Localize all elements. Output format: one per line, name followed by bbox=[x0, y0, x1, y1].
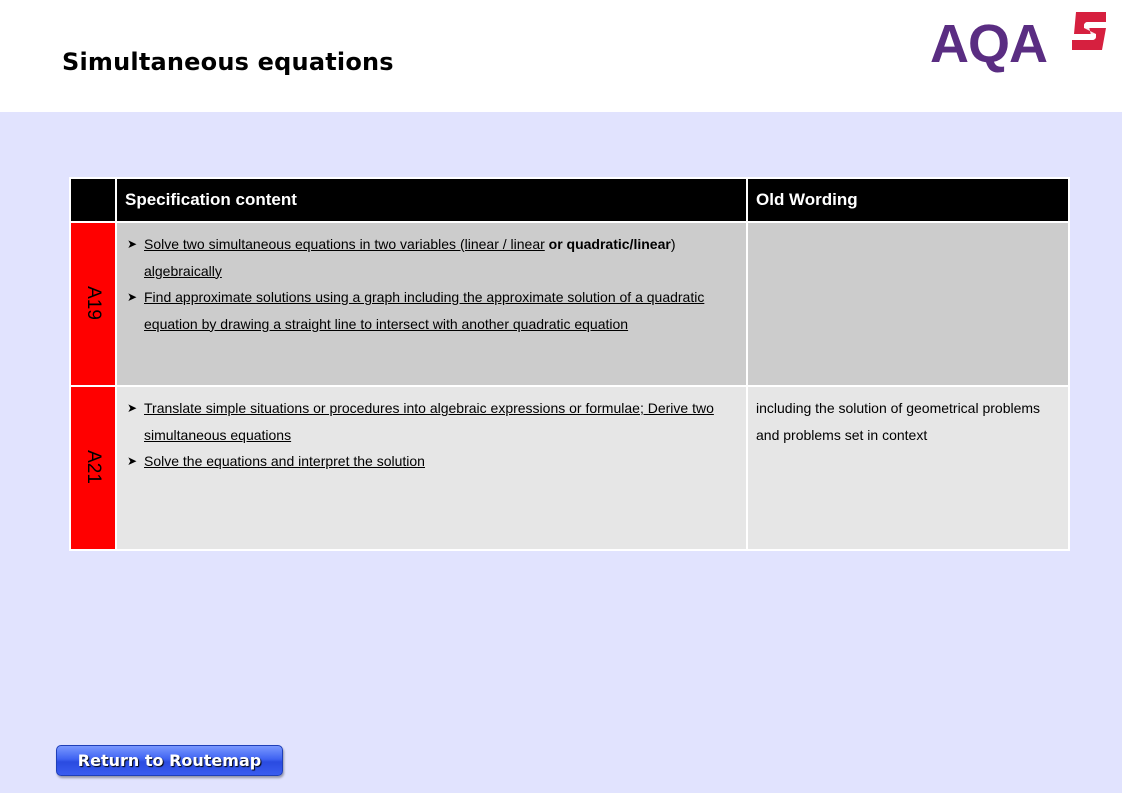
return-to-routemap-button[interactable]: Return to Routemap bbox=[56, 745, 283, 776]
aqa-logo-text: AQA bbox=[930, 14, 1047, 74]
specification-table bbox=[69, 177, 1070, 551]
table-header-row bbox=[70, 178, 1069, 222]
header-code bbox=[70, 178, 116, 222]
code-cell bbox=[70, 386, 116, 550]
list-item bbox=[127, 284, 736, 337]
spec-content-cell bbox=[116, 222, 747, 386]
code-cell bbox=[70, 222, 116, 386]
code-label: A19 bbox=[83, 286, 104, 320]
arrow-bullet-icon: ➤ bbox=[127, 401, 138, 415]
list-item bbox=[127, 395, 736, 448]
code-label: A21 bbox=[83, 450, 104, 484]
header-old-wording: Old Wording bbox=[747, 178, 1069, 222]
spec-text-bold: or quadratic/linear bbox=[544, 236, 671, 252]
spec-text: Solve the equations and interpret the solution bbox=[144, 453, 425, 469]
spec-content-cell bbox=[116, 386, 747, 550]
list-item bbox=[127, 448, 736, 475]
list-item bbox=[127, 231, 736, 284]
spec-text-plain: ) bbox=[670, 236, 676, 252]
spec-text: algebraically bbox=[144, 262, 222, 279]
spec-bullet-list bbox=[117, 387, 746, 475]
old-wording-cell bbox=[747, 386, 1069, 550]
spec-bullet-list bbox=[117, 223, 746, 337]
old-wording-text bbox=[748, 223, 1068, 231]
old-wording-text: including the solution of geometrical problems and problems set in context bbox=[756, 400, 1041, 443]
spec-text: Solve two simultaneous equations in two variables (linear / linear bbox=[144, 236, 545, 252]
old-wording-cell bbox=[747, 222, 1069, 386]
table-row bbox=[70, 222, 1069, 386]
spec-text: Translate simple situations or procedures into algebraic expressions or formulae; Derive two simultaneous equations bbox=[144, 400, 714, 443]
page-title: Simultaneous equations bbox=[62, 48, 394, 76]
aqa-logo-mark-icon bbox=[1070, 10, 1108, 52]
arrow-bullet-icon: ➤ bbox=[127, 237, 138, 251]
spec-text: Find approximate solutions using a graph including the approximate solution of a quadratic equation by drawing a straight line to intersect with another quadratic equation bbox=[144, 289, 705, 332]
header-bar bbox=[0, 0, 1122, 112]
arrow-bullet-icon: ➤ bbox=[127, 454, 138, 468]
table-row bbox=[70, 386, 1069, 550]
header-specification-content: Specification content bbox=[116, 178, 747, 222]
arrow-bullet-icon: ➤ bbox=[127, 290, 138, 304]
aqa-logo bbox=[930, 8, 1110, 78]
